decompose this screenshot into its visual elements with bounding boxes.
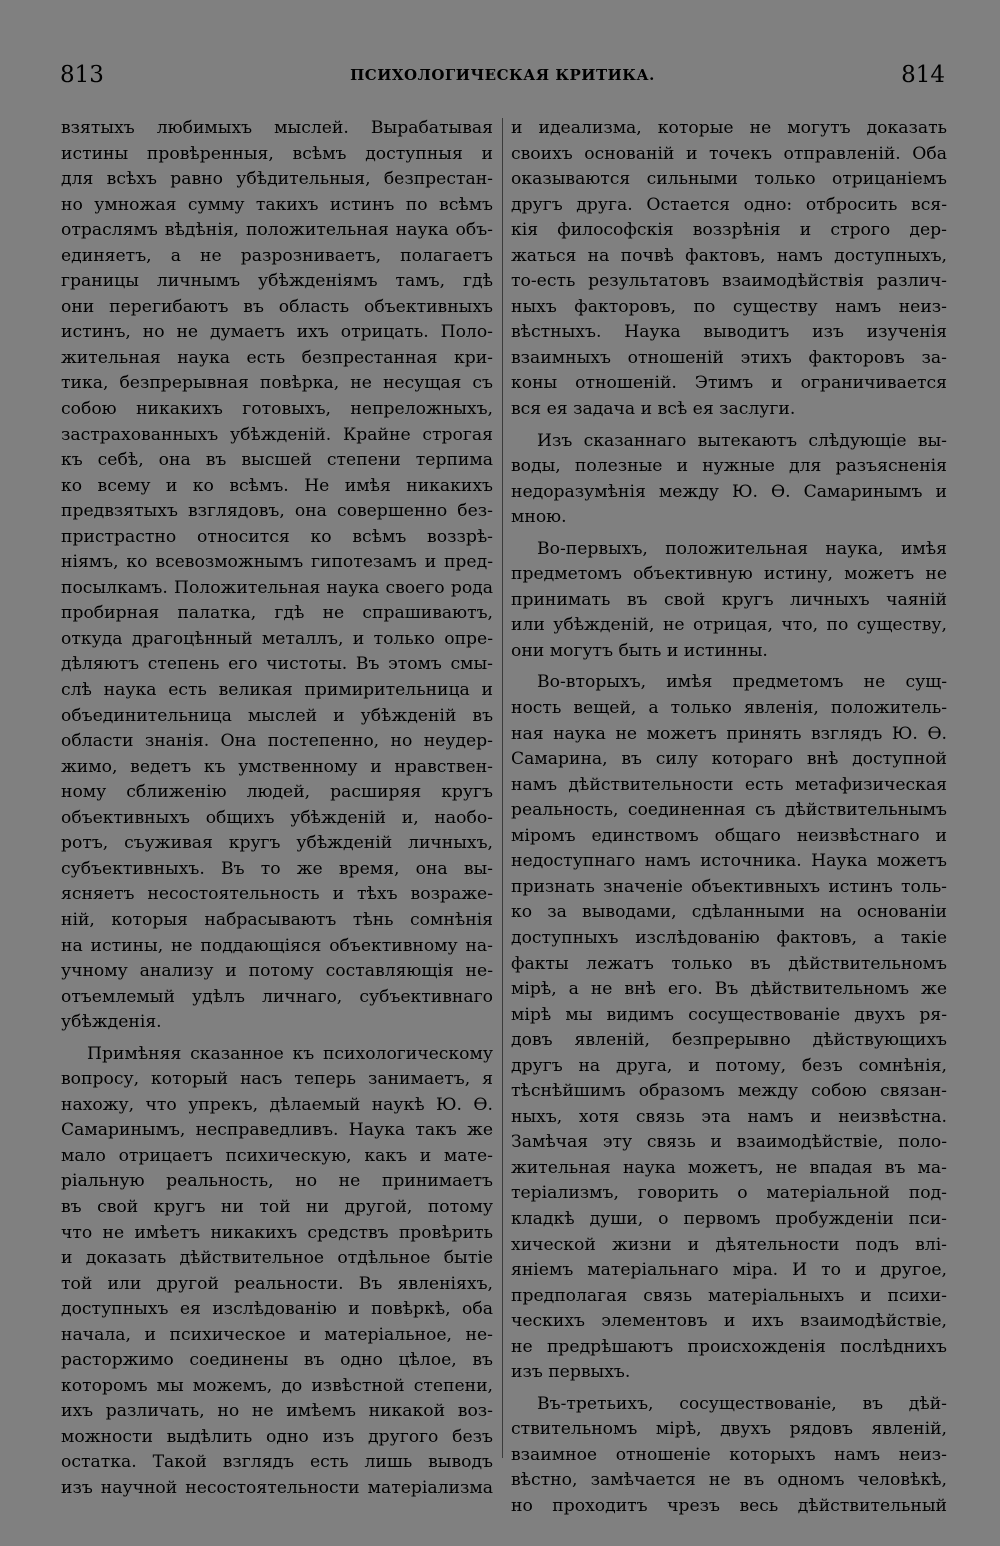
text-line: откуда драгоцѣнный металлъ, и только опре-	[61, 628, 493, 649]
text-line: ко за выводами, сдѣланными на основаніи	[511, 902, 947, 923]
text-line: истины провѣренныя, всѣмъ доступныя и	[61, 143, 493, 164]
text-line: Примѣняя сказанное къ психологическому	[87, 1043, 493, 1064]
text-line: Во-первыхъ, положительная наука, имѣя	[537, 538, 947, 559]
text-line: факты лежатъ только въ дѣйствительномъ	[511, 953, 947, 974]
text-line: на истины, не поддающіяся объективному на-	[61, 935, 493, 956]
text-line: изъ первыхъ.	[511, 1362, 631, 1383]
text-line: но проходитъ чрезъ весь дѣйствительный	[511, 1495, 947, 1516]
text-line: не предрѣшаютъ происхожденія послѣднихъ	[511, 1336, 947, 1357]
text-line: ко всему и ко всѣмъ. Не имѣя никакихъ	[61, 475, 493, 496]
text-line: вѣстныхъ. Наука выводитъ изъ изученія	[511, 322, 947, 343]
text-line: и идеализма, которые не могутъ доказать	[511, 118, 947, 138]
text-line: что не имѣетъ никакихъ средствъ провѣрить	[61, 1222, 493, 1243]
text-line: они могутъ быть и истинны.	[511, 640, 768, 661]
text-line: предвзятыхъ взглядовъ, она совершенно без-	[61, 501, 493, 522]
text-line: реальность, соединенная съ дѣйствительнымъ	[511, 800, 947, 821]
text-line: то-есть результатовъ взаимодѣйствія различ-	[511, 271, 947, 292]
left-text-column	[61, 116, 493, 1502]
text-line: Замѣчая эту связь и взаимодѣйствіе, поло-	[511, 1132, 947, 1153]
text-line: единяетъ, а не разрозниваетъ, полагаетъ	[61, 245, 493, 266]
text-line: той или другой реальности. Въ явленіяхъ,	[61, 1273, 493, 1294]
text-line: ность вещей, а только явленія, положитель-	[511, 698, 947, 719]
text-line: взаимныхъ отношеній этихъ факторовъ за-	[511, 347, 947, 368]
text-line: остатка. Такой взглядъ есть лишь выводъ	[61, 1452, 493, 1473]
text-line: доступныхъ изслѣдованію фактовъ, а такіе	[511, 927, 947, 948]
text-line: ніямъ, ко всевозможнымъ гипотезамъ и пред-	[61, 552, 493, 573]
text-line: пробирная палатка, гдѣ не спрашиваютъ,	[61, 603, 493, 624]
text-line: хической жизни и дѣятельности подъ влі-	[511, 1234, 947, 1255]
text-line: Въ-третьихъ, сосуществованіе, въ дѣй-	[537, 1393, 947, 1414]
right-text-column	[511, 116, 947, 1520]
text-line: недоступнаго намъ источника. Наука можетъ	[511, 851, 947, 872]
text-line: ныхъ факторовъ, по существу намъ неиз-	[511, 296, 947, 317]
text-line: объективныхъ общихъ убѣжденій и, наобо-	[61, 807, 493, 828]
text-line: области знанія. Она постепенно, но неудер-	[61, 731, 493, 752]
text-line: кладкѣ души, о первомъ пробужденіи пси-	[511, 1208, 947, 1229]
text-line: жаться на почвѣ фактовъ, намъ доступныхъ,	[511, 245, 947, 266]
text-line: ному сближенію людей, расширяя кругъ	[61, 782, 493, 803]
text-line: слѣ наука есть великая примирительница и	[61, 680, 493, 701]
text-line: ріальную реальность, но не принимаетъ	[61, 1171, 493, 1192]
text-line: отъемлемый удѣлъ личнаго, субъективнаго	[61, 986, 493, 1007]
page-header	[60, 62, 945, 92]
text-line: нахожу, что упрекъ, дѣлаемый наукѣ Ю. Ѳ.	[61, 1094, 493, 1115]
text-line: начала, и психическое и матеріальное, не-	[61, 1324, 493, 1345]
text-line: яніемъ матеріальнаго міра. И то и другое,	[511, 1260, 947, 1281]
text-line: принимать въ свой кругъ личныхъ чаяній	[511, 589, 947, 610]
text-line: расторжимо соединены въ одно цѣлое, въ	[61, 1350, 493, 1371]
text-line: мірѣ, а не внѣ его. Въ дѣйствительномъ же	[511, 979, 947, 1000]
text-line: Самаринымъ, несправедливъ. Наука такъ же	[61, 1120, 493, 1141]
running-title: ПСИХОЛОГИЧЕСКАЯ КРИТИКА.	[350, 66, 655, 84]
text-line: жительная наука есть безпрестанная кри-	[61, 347, 493, 368]
text-line: ясняетъ несостоятельность и тѣхъ возраже-	[61, 884, 493, 905]
text-line: мною.	[511, 507, 567, 528]
text-line: теріализмъ, говорить о матеріальной под-	[511, 1183, 947, 1204]
text-line: отраслямъ вѣдѣнія, положительная наука объ-	[61, 220, 493, 241]
text-line: жительная наука можетъ, не впадая въ ма-	[511, 1157, 947, 1178]
text-line: ствительномъ мірѣ, двухъ рядовъ явленій,	[511, 1419, 947, 1440]
text-line: ротъ, съуживая кругъ убѣжденій личныхъ,	[61, 833, 493, 854]
text-line: можности выдѣлить одно изъ другого безъ	[61, 1426, 493, 1447]
text-line: тѣснѣйшимъ образомъ между собою связан-	[511, 1081, 947, 1102]
page-number-left: 813	[60, 62, 104, 88]
text-line: объединительница мыслей и убѣжденій въ	[61, 705, 493, 726]
text-line: застрахованныхъ убѣжденій. Крайне строгая	[61, 424, 493, 445]
text-line: для всѣхъ равно убѣдительныя, безпрестан-	[61, 169, 493, 190]
text-line: ная наука не можетъ принять взглядъ Ю. Ѳ.	[511, 723, 947, 744]
text-line: ихъ различать, но не имѣемъ никакой воз-	[61, 1401, 493, 1422]
text-line: своихъ основаній и точекъ отправленій. Оба	[511, 143, 947, 164]
text-line: мірѣ мы видимъ сосуществованіе двухъ ря-	[511, 1004, 947, 1025]
text-line: убѣжденія.	[61, 1012, 162, 1033]
text-line: доступныхъ ея изслѣдованію и повѣркѣ, оба	[61, 1299, 493, 1320]
text-line: ныхъ, хотя связь эта намъ и неизвѣстна.	[511, 1106, 947, 1127]
text-line: жимо, ведетъ къ умственному и нравствен-	[61, 756, 493, 777]
text-line: кія философскія воззрѣнія и строго дер-	[511, 220, 947, 241]
text-line: и доказать дѣйствительное отдѣльное бытіе	[61, 1248, 493, 1269]
text-line: предметомъ объективную истину, можетъ не	[511, 564, 947, 585]
text-line: въ свой кругъ ни той ни другой, потому	[61, 1196, 493, 1217]
text-line: но умножая сумму такихъ истинъ по всѣмъ	[61, 194, 493, 215]
text-line: мало отрицаетъ психическую, какъ и мате-	[61, 1145, 493, 1166]
text-line: или убѣжденій, не отрицая, что, по существу,	[511, 615, 947, 636]
text-line: Изъ сказаннаго вытекаютъ слѣдующіе вы-	[537, 430, 947, 451]
text-line: довъ явленій, безпрерывно дѣйствующихъ	[511, 1030, 947, 1051]
text-line: истинъ, но не думаетъ ихъ отрицать. Поло-	[61, 322, 493, 343]
text-line: ній, которыя набрасываютъ тѣнь сомнѣнія	[61, 909, 493, 930]
text-line: посылкамъ. Положительная наука своего рода	[61, 577, 493, 598]
text-line: собою никакихъ готовыхъ, непреложныхъ,	[61, 399, 493, 420]
text-line: вся ея задача и всѣ ея заслуги.	[511, 399, 796, 420]
text-line: Самарина, въ силу котораго внѣ доступной	[511, 749, 947, 770]
text-line: субъективныхъ. Въ то же время, она вы-	[61, 858, 493, 879]
text-line: учному анализу и потому составляющія не-	[61, 961, 493, 982]
text-line: дѣляютъ степень его чистоты. Въ этомъ смы-	[61, 654, 493, 675]
text-line: границы личнымъ убѣжденіямъ тамъ, гдѣ	[61, 271, 493, 292]
text-line: предполагая связь матеріальныхъ и психи-	[511, 1285, 947, 1306]
text-line: Во-вторыхъ, имѣя предметомъ не сущ-	[537, 672, 947, 693]
text-line: другъ друга. Остается одно: отбросить вся-	[511, 194, 947, 215]
text-line: вѣстно, замѣчается не въ одномъ человѣкѣ,	[511, 1470, 947, 1491]
text-line: которомъ мы можемъ, до извѣстной степени,	[61, 1375, 493, 1396]
text-line: признать значеніе объективныхъ истинъ толь-	[511, 876, 947, 897]
text-line: коны отношеній. Этимъ и ограничивается	[511, 373, 947, 394]
text-line: міромъ единствомъ общаго неизвѣстнаго и	[511, 825, 947, 846]
text-line: вопросу, который насъ теперь занимаетъ, я	[61, 1069, 493, 1090]
text-line: воды, полезные и нужные для разъясненія	[511, 456, 947, 477]
text-line: изъ научной несостоятельности матеріализма	[61, 1477, 493, 1498]
text-line: недоразумѣнія между Ю. Ѳ. Самаринымъ и	[511, 481, 947, 502]
text-line: они перегибаютъ въ область объективныхъ	[61, 296, 493, 317]
text-line: къ себѣ, она въ высшей степени терпима	[61, 450, 493, 471]
text-line: тика, безпрерывная повѣрка, не несущая съ	[61, 373, 493, 394]
text-line: пристрастно относится ко всѣмъ воззрѣ-	[61, 526, 493, 547]
text-line: ческихъ элементовъ и ихъ взаимодѣйствіе,	[511, 1311, 947, 1332]
text-line: другъ на друга, и потому, безъ сомнѣнія,	[511, 1055, 947, 1076]
text-line: взаимное отношеніе которыхъ намъ неиз-	[511, 1444, 947, 1465]
page-number-right: 814	[901, 62, 945, 88]
text-line: взятыхъ любимыхъ мыслей. Вырабатывая	[61, 118, 493, 138]
text-line: оказываются сильными только отрицаніемъ	[511, 169, 947, 190]
text-line: намъ дѣйствительности есть метафизическая	[511, 774, 947, 795]
column-divider	[502, 118, 503, 1458]
